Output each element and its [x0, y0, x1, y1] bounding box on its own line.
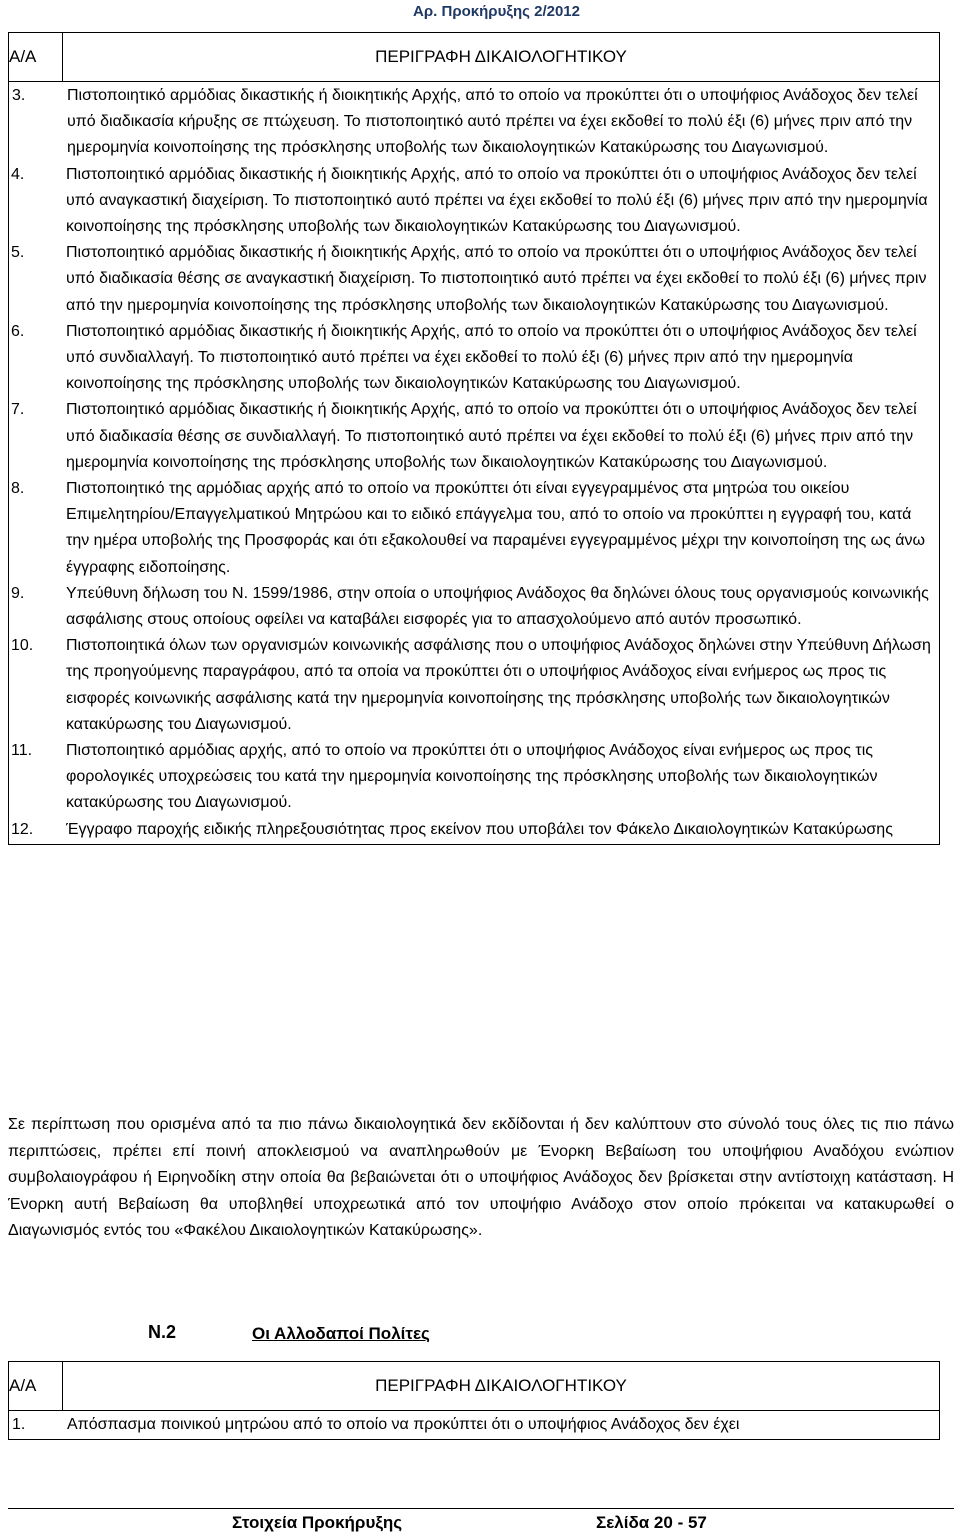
list-item: [8, 397, 940, 476]
column-header-number: Α/Α: [9, 33, 63, 82]
footer-divider: [8, 1508, 954, 1509]
item-text: Πιστοποιητικό αρμόδιας αρχής, από το οποίο να προκύπτει ότι ο υποψήφιος Ανάδοχος είναι ενήμερος ως προς τις φορολογικές υποχρεώσεις του κατά την ημερομηνία κοινοποίησης της πρόσκλησης υποβολής των δικαιολογητικών κατακύρωσης του Διαγωνισμού.: [66, 742, 878, 812]
foreign-documents-table: [8, 1361, 940, 1440]
document-reference: Αρ. Προκήρυξης 2/2012: [413, 3, 580, 20]
table-header-row: [9, 33, 940, 82]
item-number: 6.: [11, 322, 25, 340]
documents-list: [8, 162, 940, 843]
list-item: [9, 83, 939, 162]
item-number: 10.: [11, 637, 34, 655]
item-text: Πιστοποιητικό αρμόδιας δικαστικής ή διοικητικής Αρχής, από το οποίο να προκύπτει ότι ο υποψήφιος Ανάδοχος δεν τελεί υπό διαδικασία θέσης σε συνδιαλλαγή. Το πιστοποιητικό αυτό πρέπει να έχει εκδοθεί το πολύ έξι (6) μήνες πριν από την ημερομηνία κοινοποίησης της πρόσκλησης υποβολής των δικαιολογητικών Κατακύρωσης του Διαγωνισμού.: [66, 401, 917, 471]
section-number: Ν.2: [148, 1322, 177, 1342]
sworn-statement-paragraph: Σε περίπτωση που ορισμένα από τα πιο πάνω δικαιολογητικά δεν εκδίδονται ή δεν καλύπτουν στο σύνολό τους όλες τις πιο πάνω περιπτώσεις, πρέπει επί ποινή αποκλεισμού να αναπληρωθούν με Ένορκη Βεβαίωση του υποψήφιου Αναδόχου ενώπιον συμβολαιογράφου ή Ειρηνοδίκη στην οποία θα βεβαιώνεται ότι ο υποψήφιος Ανάδοχος δεν βρίσκεται στην αντίστοιχη κατάσταση. Η Ένορκη αυτή Βεβαίωση θα υποβληθεί υποχρεωτικά από τον υποψήφιο Ανάδοχο στον οποίο πρόκειται να κατακυρωθεί ο Διαγωνισμός εντός του «Φακέλου Δικαιολογητικών Κατακύρωσης».: [8, 1116, 954, 1239]
list-item: [8, 817, 940, 843]
list-item: [8, 240, 940, 319]
table-body-cell: [9, 1411, 940, 1440]
table-row: [9, 1411, 940, 1440]
item-text: Πιστοποιητικό της αρμόδιας αρχής από το οποίο να προκύπτει ότι είναι εγγεγραμμένος στα μητρώα του οικείου Επιμελητηρίου/Επαγγελματικού Μητρώου και το ειδικό επάγγελμα του, από το οποίο να προκύπτει η εγγραφή του, κατά την ημέρα υποβολής της Προσφοράς και ότι εξακολουθεί να παραμένει εγγεγραμμένος μέχρι την κοινοποίηση της ως άνω έγγραφης ειδοποίησης.: [66, 480, 926, 576]
item-text: Απόσπασμα ποινικού μητρώου από το οποίο να προκύπτει ότι ο υποψήφιος Ανάδοχος δεν έχει: [67, 1416, 740, 1433]
item-number: 7.: [11, 401, 25, 419]
column-header-description: ΠΕΡΙΓΡΑΦΗ ΔΙΚΑΙΟΛΟΓΗΤΙΚΟΥ: [63, 1362, 940, 1411]
item-number: 1.: [12, 1416, 26, 1433]
item-text: Πιστοποιητικό αρμόδιας δικαστικής ή διοικητικής Αρχής, από το οποίο να προκύπτει ότι ο υποψήφιος Ανάδοχος δεν τελεί υπό διαδικασία κήρυξης σε πτώχευση. Το πιστοποιητικό αυτό πρέπει να έχει εκδοθεί το πολύ έξι (6) μήνες πριν από την ημερομηνία κοινοποίησης της πρόσκλησης υποβολής των δικαιολογητικών Κατακύρωσης του Διαγωνισμού.: [67, 87, 918, 157]
item-number: 12.: [11, 820, 34, 838]
list-item: [9, 1411, 939, 1439]
item-text: Πιστοποιητικό αρμόδιας δικαστικής ή διοικητικής Αρχής, από το οποίο να προκύπτει ότι ο υποψήφιος Ανάδοχος δεν τελεί υπό αναγκαστική διαχείριση. Το πιστοποιητικό αυτό πρέπει να έχει εκδοθεί το πολύ έξι (6) μήνες πριν από την ημερομηνία κοινοποίησης της πρόσκλησης υποβολής των δικαιολογητικών Κατακύρωσης του Διαγωνισμού.: [66, 165, 928, 236]
column-header-number: Α/Α: [9, 1362, 63, 1411]
footer-title: Στοιχεία Προκήρυξης: [232, 1513, 403, 1532]
item-number: 3.: [12, 87, 26, 104]
list-item: [8, 476, 940, 581]
list-item: [8, 581, 940, 633]
item-text: Πιστοποιητικό αρμόδιας δικαστικής ή διοικητικής Αρχής, από το οποίο να προκύπτει ότι ο υποψήφιος Ανάδοχος δεν τελεί υπό συνδιαλλαγή. Το πιστοποιητικό αυτό πρέπει να έχει εκδοθεί το πολύ έξι (6) μήνες πριν από την ημερομηνία κοινοποίησης της πρόσκλησης υποβολής των δικαιολογητικών Κατακύρωσης του Διαγωνισμού.: [66, 322, 917, 393]
item-text: Έγγραφο παροχής ειδικής πληρεξουσιότητας προς εκείνον που υποβάλει τον Φάκελο Δικαιολογητικών Κατακύρωσης: [66, 820, 893, 838]
column-header-description: ΠΕΡΙΓΡΑΦΗ ΔΙΚΑΙΟΛΟΓΗΤΙΚΟΥ: [63, 33, 940, 82]
list-item: [8, 738, 940, 817]
list-item: [8, 633, 940, 738]
item-number: 11.: [11, 742, 33, 760]
list-item: [8, 162, 940, 241]
item-text: Πιστοποιητικά όλων των οργανισμών κοινωνικής ασφάλισης που ο υποψήφιος Ανάδοχος δηλώνει στην Υπεύθυνη Δήλωση της προηγούμενης παραγράφου, από τα οποία να προκύπτει ότι ο υποψήφιος Ανάδοχος είναι ενήμερος ως προς τις εισφορές κοινωνικής ασφάλισης κατά την ημερομηνία κοινοποίησης της πρόσκλησης υποβολής των δικαιολογητικών κατακύρωσης του Διαγωνισμού.: [66, 637, 931, 733]
page-number: Σελίδα 20 - 57: [596, 1513, 707, 1532]
item-number: 9.: [11, 584, 25, 602]
item-text: Πιστοποιητικό αρμόδιας δικαστικής ή διοικητικής Αρχής, από το οποίο να προκύπτει ότι ο υποψήφιος Ανάδοχος δεν τελεί υπό διαδικασία θέσης σε αναγκαστική διαχείριση. Το πιστοποιητικό αυτό πρέπει να έχει εκδοθεί το πολύ έξι (6) μήνες πριν από την ημερομηνία κοινοποίησης της πρόσκλησης υποβολής των δικαιολογητικών Κατακύρωσης του Διαγωνισμού.: [66, 244, 927, 314]
item-number: 4.: [11, 165, 25, 183]
list-item: [8, 319, 940, 398]
item-number: 8.: [11, 480, 25, 498]
table-header-row: [9, 1362, 940, 1411]
item-text: Υπεύθυνη δήλωση του Ν. 1599/1986, στην οποία ο υποψήφιος Ανάδοχος θα δηλώνει όλους τους οργανισμούς κοινωνικής ασφάλισης στους οποίους οφείλει να καταβάλει εισφορές για το απασχολούμενο από αυτόν προσωπικό.: [66, 584, 929, 629]
section-title: Οι Αλλοδαποί Πολίτες: [252, 1324, 430, 1343]
item-number: 5.: [11, 244, 25, 262]
